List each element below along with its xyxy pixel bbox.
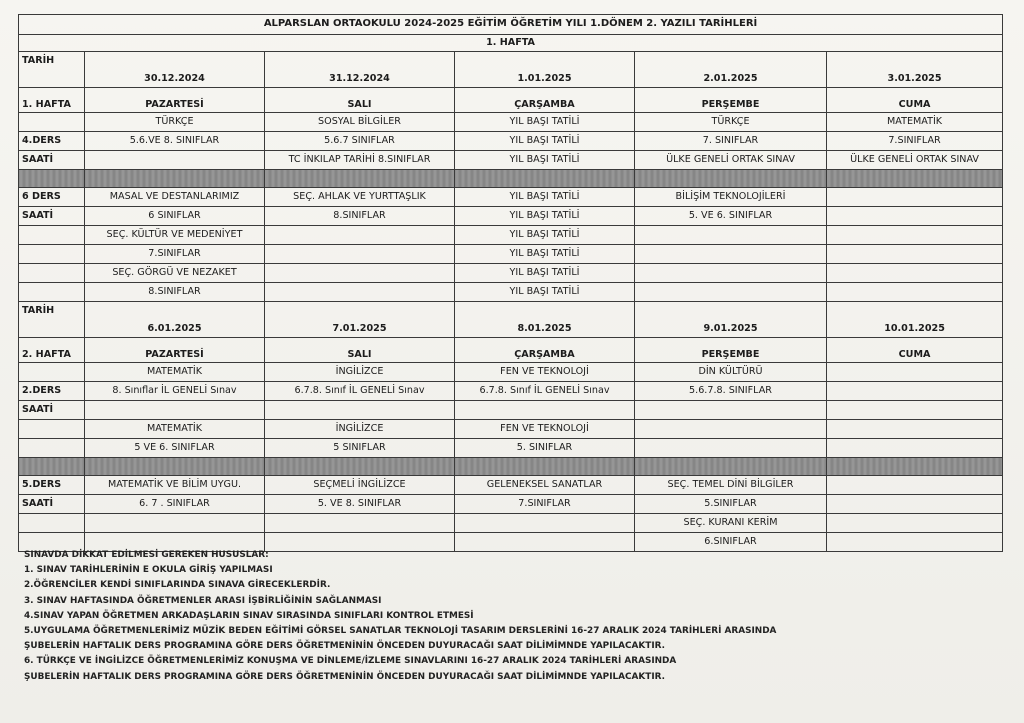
schedule-cell: 5.6.7 SINIFLAR [265,132,455,151]
schedule-cell [827,245,1003,264]
note-item: 6. TÜRKÇE VE İNGİLİZCE ÖĞRETMENLERİMİZ KONUŞMA VE DİNLEME/İZLEME SINAVLARINI 16-27 ARALIK 2024 TARİHLERİ ARASINDA [24,656,677,667]
row-label: 2. HAFTA [19,338,85,363]
table-row [19,514,1003,533]
schedule-cell: 5. VE 6. SINIFLAR [635,207,827,226]
separator-cell [635,458,827,476]
table-row [19,113,1003,132]
schedule-cell [827,495,1003,514]
day-cell: SALI [265,88,455,113]
schedule-cell: FEN VE TEKNOLOJİ [455,363,635,382]
day-cell: ÇARŞAMBA [455,338,635,363]
schedule-cell [635,420,827,439]
date-cell: 1.01.2025 [455,52,635,88]
schedule-cell: YIL BAŞI TATİLİ [455,283,635,302]
schedule-cell [85,514,265,533]
document-title: ALPARSLAN ORTAOKULU 2024-2025 EĞİTİM ÖĞRETİM YILI 1.DÖNEM 2. YAZILI TARİHLERİ [19,15,1003,35]
separator-cell [455,170,635,188]
note-item: ŞUBELERİN HAFTALIK DERS PROGRAMINA GÖRE DERS ÖĞRETMENİNİN ÖNCEDEN DUYURACAĞI SAAT DİLİMİMNDE YAPILACAKTIR. [24,671,666,682]
schedule-cell: FEN VE TEKNOLOJİ [455,420,635,439]
schedule-cell: YIL BAŞI TATİLİ [455,207,635,226]
schedule-cell: GELENEKSEL SANATLAR [455,476,635,495]
table-row [19,151,1003,170]
schedule-cell [827,363,1003,382]
schedule-cell [85,151,265,170]
separator-cell [19,170,85,188]
row-label: 2.DERS [19,382,85,401]
schedule-cell [827,420,1003,439]
schedule-cell: 7.SINIFLAR [827,132,1003,151]
schedule-cell: TÜRKÇE [635,113,827,132]
schedule-cell: MATEMATİK [85,420,265,439]
day-cell: PERŞEMBE [635,88,827,113]
schedule-cell: SEÇ. AHLAK VE YURTTAŞLIK [265,188,455,207]
row-label [19,439,85,458]
schedule-cell: 6 SINIFLAR [85,207,265,226]
schedule-cell: 5. VE 8. SINIFLAR [265,495,455,514]
row-label [19,363,85,382]
notes-heading: SINAVDA DİKKAT EDİLMESİ GEREKEN HUSUSLAR: [24,550,269,560]
schedule-cell [265,226,455,245]
row-label: 1. HAFTA [19,88,85,113]
schedule-cell: 6.7.8. Sınıf İL GENELİ Sınav [455,382,635,401]
table-row [19,302,1003,338]
table-row [19,264,1003,283]
note-item: ŞUBELERİN HAFTALIK DERS PROGRAMINA GÖRE DERS ÖĞRETMENİNİN ÖNCEDEN DUYURACAĞI SAAT DİLİMİMNDE YAPILACAKTIR. [24,641,666,652]
row-label: SAATİ [19,151,85,170]
note-item: 2.ÖĞRENCİLER KENDİ SINIFLARINDA SINAVA GİRECEKLERDİR. [24,580,331,591]
schedule-cell: SEÇ. TEMEL DİNİ BİLGİLER [635,476,827,495]
table-row [19,476,1003,495]
row-label: TARİH [19,302,85,338]
schedule-cell: MATEMATİK [827,113,1003,132]
separator-row [19,458,1003,476]
schedule-cell: MASAL VE DESTANLARIMIZ [85,188,265,207]
day-cell: ÇARŞAMBA [455,88,635,113]
schedule-cell: SOSYAL BİLGİLER [265,113,455,132]
schedule-cell: DİN KÜLTÜRÜ [635,363,827,382]
schedule-cell: 5 SINIFLAR [265,439,455,458]
date-cell: 8.01.2025 [455,302,635,338]
schedule-cell [635,439,827,458]
schedule-cell: 5.6.7.8. SINIFLAR [635,382,827,401]
schedule-cell: SEÇMELİ İNGİLİZCE [265,476,455,495]
schedule-cell: İNGİLİZCE [265,420,455,439]
schedule-cell: YIL BAŞI TATİLİ [455,245,635,264]
schedule-cell: ÜLKE GENELİ ORTAK SINAV [827,151,1003,170]
row-label: SAATİ [19,207,85,226]
table-row [19,439,1003,458]
note-item: 5.UYGULAMA ÖĞRETMENLERİMİZ MÜZİK BEDEN EĞİTİMİ GÖRSEL SANATLAR TEKNOLOJİ TASARIM DERSLERİNİ 16-27 ARALIK 2024 TARİHLERİ ARASINDA [24,626,777,637]
date-cell: 10.01.2025 [827,302,1003,338]
schedule-cell: 8.SINIFLAR [265,207,455,226]
schedule-cell [827,514,1003,533]
note-item: 4.SINAV YAPAN ÖĞRETMEN ARKADAŞLARIN SINAV SIRASINDA SINIFLARI KONTROL ETMESİ [24,610,474,621]
schedule-cell [827,476,1003,495]
separator-cell [455,458,635,476]
schedule-cell: YIL BAŞI TATİLİ [455,132,635,151]
schedule-cell: SEÇ. KÜLTÜR VE MEDENİYET [85,226,265,245]
schedule-cell [265,245,455,264]
row-label [19,264,85,283]
schedule-cell: 6.7.8. Sınıf İL GENELİ Sınav [265,382,455,401]
schedule-cell [827,207,1003,226]
date-cell: 3.01.2025 [827,52,1003,88]
schedule-cell: TC İNKILAP TARİHİ 8.SINIFLAR [265,151,455,170]
schedule-cell [827,188,1003,207]
schedule-cell: SEÇ. KURANI KERİM [635,514,827,533]
table-row [19,420,1003,439]
date-cell: 6.01.2025 [85,302,265,338]
exam-notes [24,548,1004,685]
row-label [19,113,85,132]
schedule-cell [265,264,455,283]
date-cell: 2.01.2025 [635,52,827,88]
schedule-cell: 6.SINIFLAR [635,533,827,552]
day-cell: SALI [265,338,455,363]
day-cell: CUMA [827,88,1003,113]
row-label [19,245,85,264]
date-cell: 9.01.2025 [635,302,827,338]
day-cell: PAZARTESİ [85,338,265,363]
schedule-cell: TÜRKÇE [85,113,265,132]
schedule-cell: 7. SINIFLAR [635,132,827,151]
schedule-cell [827,439,1003,458]
schedule-cell: YIL BAŞI TATİLİ [455,264,635,283]
separator-cell [85,458,265,476]
row-label [19,283,85,302]
table-row [19,382,1003,401]
day-cell: PERŞEMBE [635,338,827,363]
schedule-cell [827,264,1003,283]
separator-cell [827,458,1003,476]
table-row [19,207,1003,226]
table-row [19,188,1003,207]
date-cell: 7.01.2025 [265,302,455,338]
note-item: 1. SINAV TARİHLERİNİN E OKULA GİRİŞ YAPILMASI [24,565,273,576]
row-label: 5.DERS [19,476,85,495]
schedule-cell [635,226,827,245]
schedule-cell [827,226,1003,245]
date-cell: 31.12.2024 [265,52,455,88]
separator-cell [265,458,455,476]
separator-cell [827,170,1003,188]
schedule-cell [635,245,827,264]
schedule-cell [635,401,827,420]
separator-row [19,170,1003,188]
row-label: SAATİ [19,495,85,514]
schedule-cell: 8. Sınıflar İL GENELİ Sınav [85,382,265,401]
separator-cell [85,170,265,188]
row-label [19,226,85,245]
row-label: 6 DERS [19,188,85,207]
row-label: SAATİ [19,401,85,420]
schedule-cell [827,401,1003,420]
table-row [19,52,1003,88]
schedule-cell [265,514,455,533]
schedule-cell: YIL BAŞI TATİLİ [455,113,635,132]
day-cell: CUMA [827,338,1003,363]
schedule-cell [265,283,455,302]
schedule-cell: BİLİŞİM TEKNOLOJİLERİ [635,188,827,207]
schedule-cell: 5.6.VE 8. SINIFLAR [85,132,265,151]
schedule-cell: YIL BAŞI TATİLİ [455,151,635,170]
row-label: TARİH [19,52,85,88]
schedule-cell: ÜLKE GENELİ ORTAK SINAV [635,151,827,170]
schedule-cell: YIL BAŞI TATİLİ [455,226,635,245]
schedule-cell: İNGİLİZCE [265,363,455,382]
table-row [19,363,1003,382]
schedule-cell [635,264,827,283]
schedule-cell: 5.SINIFLAR [635,495,827,514]
schedule-cell [265,401,455,420]
table-row [19,88,1003,113]
schedule-cell: YIL BAŞI TATİLİ [455,188,635,207]
schedule-cell: MATEMATİK VE BİLİM UYGU. [85,476,265,495]
date-cell: 30.12.2024 [85,52,265,88]
schedule-cell [635,283,827,302]
schedule-cell: 5. SINIFLAR [455,439,635,458]
table-row [19,283,1003,302]
table-row [19,226,1003,245]
row-label [19,514,85,533]
schedule-cell: MATEMATİK [85,363,265,382]
schedule-cell: 6. 7 . SINIFLAR [85,495,265,514]
row-label: 4.DERS [19,132,85,151]
table-row [19,338,1003,363]
day-cell: PAZARTESİ [85,88,265,113]
row-label [19,420,85,439]
schedule-cell [85,401,265,420]
table-row [19,245,1003,264]
document-subtitle: 1. HAFTA [19,35,1003,52]
schedule-cell: 7.SINIFLAR [455,495,635,514]
table-row [19,495,1003,514]
separator-cell [19,458,85,476]
exam-schedule-table [18,14,1003,552]
schedule-cell: SEÇ. GÖRGÜ VE NEZAKET [85,264,265,283]
schedule-cell [827,382,1003,401]
table-row [19,132,1003,151]
schedule-cell [455,401,635,420]
table-row [19,401,1003,420]
schedule-cell: 7.SINIFLAR [85,245,265,264]
note-item: 3. SINAV HAFTASINDA ÖĞRETMENLER ARASI İŞBİRLİĞİNİN SAĞLANMASI [24,595,382,606]
separator-cell [265,170,455,188]
schedule-cell [455,514,635,533]
schedule-cell: 8.SINIFLAR [85,283,265,302]
schedule-cell: 5 VE 6. SINIFLAR [85,439,265,458]
schedule-cell [827,283,1003,302]
separator-cell [635,170,827,188]
